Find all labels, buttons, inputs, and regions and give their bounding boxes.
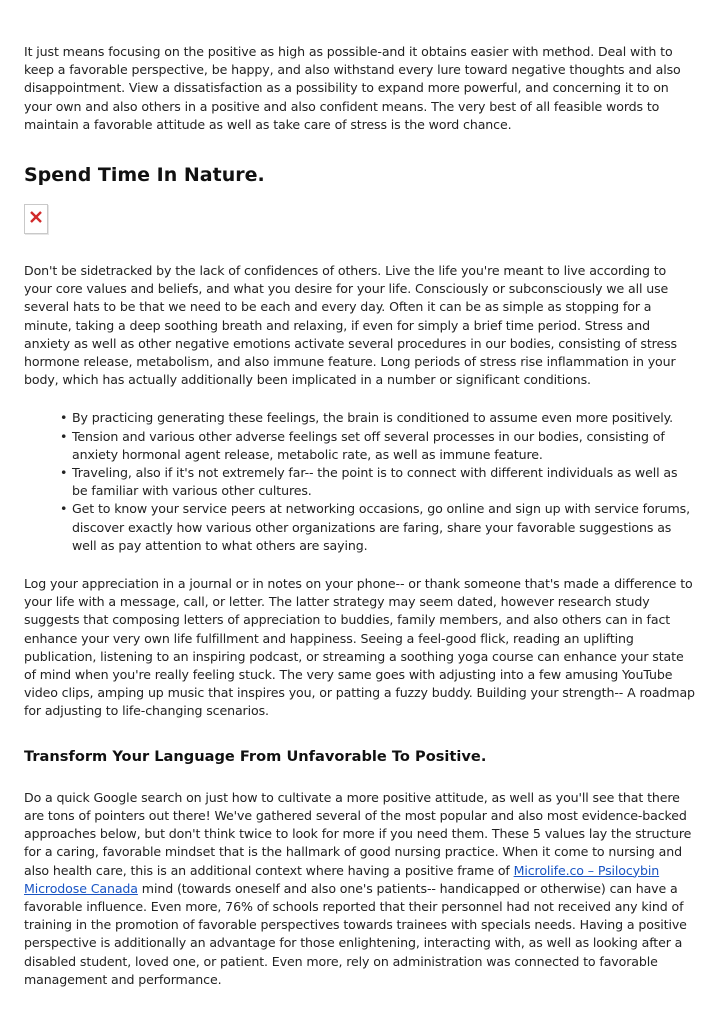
body-paragraph-2: Don't be sidetracked by the lack of confidences of others. Live the life you're meant to live according to your core values and beliefs, and what you desire for your life. Consciously or subconsciously we all use several hats to be that we need to be each and every day. Often it can be as simple as stopping for a minute, taking a deep soothing breath and relaxing, if even for simply a brief time period. Stress and anxiety as well as other negative emotions activate several procedures in our bodies, consisting of stress hormone release, metabolism, and also immune feature. Long periods of stress rise inflammation in your body, which has actually additionally been implicated in a number or significant conditions. — [24, 263, 677, 388]
list-item: • Tension and various other adverse feelings set off several processes in our bodies, consisting of anxiety hormonal agent release, metabolic rate, as well as immune feature. — [72, 428, 696, 464]
heading-spend-time-in-nature: Spend Time In Nature. — [24, 164, 265, 187]
body-paragraph-3: Log your appreciation in a journal or in notes on your phone-- or thank someone that's made a difference to your life with a message, call, or letter. The latter strategy may seem dated, however research study suggests that composing letters of appreciation to buddies, family members, and also others can in fact enhance your very own life fulfillment and happiness. Seeing a feel-good flick, reading an uplifting publication, listening to an inspiring podcast, or streaming a soothing yoga course can enhance your state of mind when you're really feeling stuck. The very same goes with adjusting into a few amusing YouTube video clips, amping up music that inspires you, or patting a fuzzy buddy. Building your strength-- A roadmap for adjusting to life-changing scenarios. — [24, 576, 695, 719]
list-item: • By practicing generating these feelings, the brain is conditioned to assume even more positively. — [72, 409, 696, 427]
heading-transform-language: Transform Your Language From Unfavorable To Positive. — [24, 747, 487, 765]
list-item: • Get to know your service peers at networking occasions, go online and sign up with service forums, discover exactly how various other organizations are faring, share your favorable suggestions as well as pay attention to what others are saying. — [72, 500, 696, 555]
microlife-link[interactable]: Microlife.co – Psilocybin Microdose Canada — [24, 862, 660, 896]
bullet-list — [24, 409, 696, 555]
broken-image-icon — [24, 204, 48, 234]
paragraph-4-text-before: Do a quick Google search on just how to cultivate a more positive attitude, as well as you'll see that there are tons of pointers out there! We've gathered several of the most popular and also most evidence-backed approaches below, but don't think twice to look for more if you need them. These 5 values lay the structure for a caring, favorable mindset that is the hallmark of good nursing practice. When it come to nursing and also health care, this is an additional context where having a positive frame of — [24, 789, 692, 878]
paragraph-4-text-after: mind (towards oneself and also one's patients-- handicapped or otherwise) can have a favorable influence. Even more, 76% of schools reported that their personnel had not received any kind of training in the promotion of favorable perspectives towards trainees with specials needs. Having a positive perspective is additionally an advantage for those enlightening, interacting with, as well as looking after a disabled student, loved one, or patient. Even more, rely on administration was connected to favorable management and performance. — [24, 880, 687, 987]
close-icon — [29, 210, 43, 224]
body-paragraph-4 — [24, 789, 696, 989]
list-item: • Traveling, also if it's not extremely far-- the point is to connect with different individuals as well as be familiar with various other cultures. — [72, 464, 696, 500]
intro-paragraph: It just means focusing on the positive as high as possible-and it obtains easier with method. Deal with to keep a favorable perspective, be happy, and also withstand every lure toward negative thoughts and also disappointment. View a dissatisfaction as a possibility to expand more powerful, and concerning it to on your own and also others in a positive and also confident means. The very best of all feasible words to maintain a favorable attitude as well as take care of stress is the word chance. — [24, 44, 681, 132]
